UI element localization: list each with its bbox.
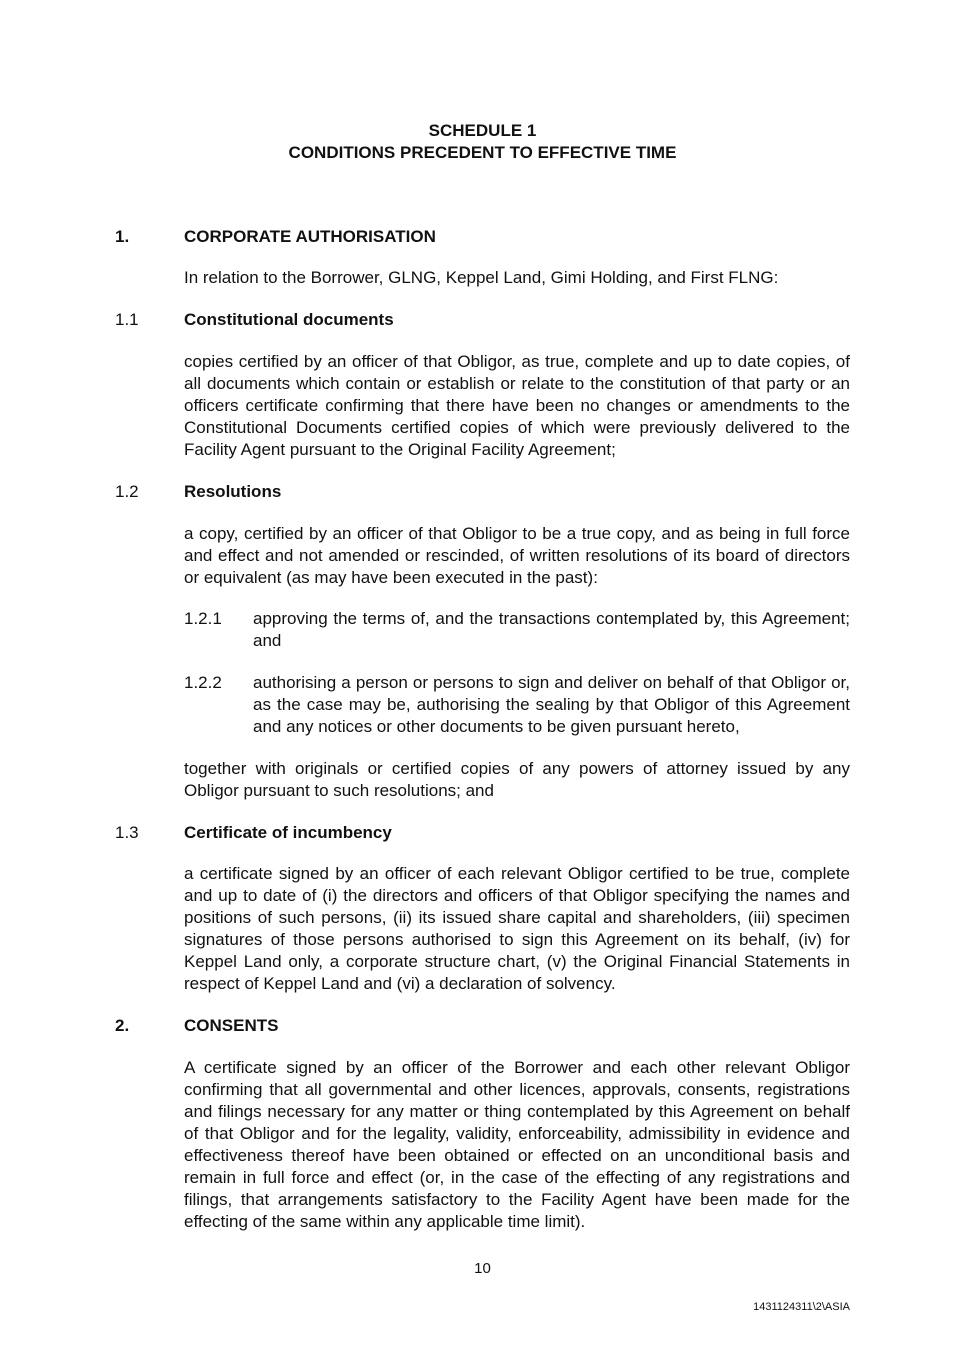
section-1-heading: CORPORATE AUTHORISATION [184, 227, 436, 246]
section-1-2-closing: together with originals or certified copies of any powers of attorney issued by any Obligor pursuant to such resolutions; and [184, 759, 850, 800]
section-2-body: A certificate signed by an officer of the Borrower and each other relevant Obligor confirming that all governmental and other licences, approvals, consents, registrations and filings necessary for any matter or thing contemplated by this Agreement on behalf of that Obligor and for the legality, validity, enforceability, admissibility in evidence and effectiveness thereof have been obtained or effected on an unconditional basis and remain in full force and effect (or, in the case of the effecting of any registrations and filings, that arrangements satisfactory to the Facility Agent have been made for the effecting of the same within any applicable time limit). [184, 1058, 850, 1231]
section-1-2-body: a copy, certified by an officer of that Obligor to be a true copy, and as being in full force and effect and not amended or rescinded, of written resolutions of its board of directors or equivalent (as may have been executed in the past): [184, 524, 850, 587]
schedule-title: SCHEDULE 1 [428, 121, 537, 140]
section-1-1-number: 1.1 [115, 310, 139, 329]
item-1-2-2-number: 1.2.2 [184, 673, 222, 692]
section-1-2-number: 1.2 [115, 482, 139, 501]
section-1-1-heading: Constitutional documents [184, 310, 394, 329]
item-1-2-1-text: approving the terms of, and the transactions contemplated by, this Agreement; and [253, 609, 850, 650]
section-1-2-heading: Resolutions [184, 482, 282, 501]
section-1-3-body: a certificate signed by an officer of each relevant Obligor certified to be true, complete and up to date of (i) the directors and officers of that Obligor specifying the names and positions of such persons, (ii) its issued share capital and shareholders, (iii) specimen signatures of those persons authorised to sign this Agreement on its behalf, (iv) for Keppel Land only, a corporate structure chart, (v) the Original Financial Statements in respect of Keppel Land and (vi) a declaration of solvency. [184, 864, 850, 993]
item-1-2-1-number: 1.2.1 [184, 609, 222, 628]
section-1-3-number: 1.3 [115, 823, 139, 842]
section-1-1-body: copies certified by an officer of that Obligor, as true, complete and up to date copies, of all documents which contain or establish or relate to the constitution of that party or an officers certificate confirming that there have been no changes or amendments to the Constitutional Documents certified copies of which were previously delivered to the Facility Agent pursuant to the Original Facility Agreement; [184, 352, 850, 459]
schedule-subtitle: CONDITIONS PRECEDENT TO EFFECTIVE TIME [288, 143, 677, 162]
section-1-3-heading: Certificate of incumbency [184, 823, 392, 842]
item-1-2-2-text: authorising a person or persons to sign and deliver on behalf of that Obligor or, as the case may be, authorising the sealing by that Obligor of this Agreement and any notices or other documents to be given pursuant hereto, [253, 673, 850, 736]
page-number: 10 [474, 1260, 491, 1277]
document-reference: 1431124311\2\ASIA [753, 1301, 850, 1313]
section-1-number: 1. [115, 227, 130, 246]
section-2-heading: CONSENTS [184, 1016, 279, 1035]
section-2-number: 2. [115, 1016, 130, 1035]
section-1-intro: In relation to the Borrower, GLNG, Keppel Land, Gimi Holding, and First FLNG: [184, 268, 779, 287]
